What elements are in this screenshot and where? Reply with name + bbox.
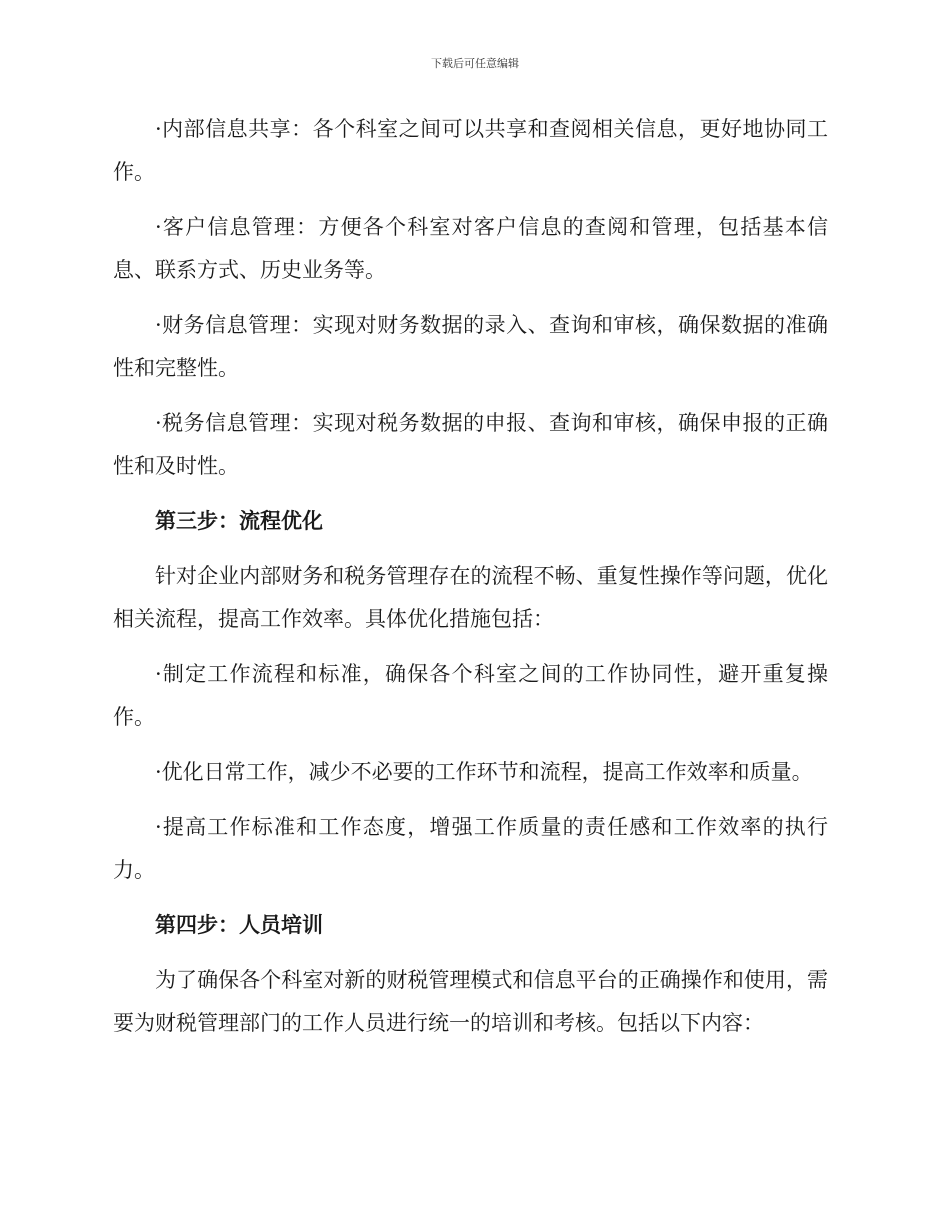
bullet-finance-info-management: ·财务信息管理：实现对财务数据的录入、查询和审核，确保数据的准确性和完整性。 [113,313,828,380]
paragraph-staff-training-intro: 为了确保各个科室对新的财税管理模式和信息平台的正确操作和使用，需要为财税管理部门的工作人员进行统一的培训和考核。包括以下内容： [113,968,828,1035]
section-heading-step-4: 第四步：人员培训 [155,913,323,937]
bullet-internal-info-sharing: ·内部信息共享：各个科室之间可以共享和查阅相关信息，更好地协同工作。 [113,117,828,184]
section-heading-step-3: 第三步：流程优化 [155,509,323,533]
bullet-workflow-standards: ·制定工作流程和标准，确保各个科室之间的工作协同性，避开重复操作。 [113,662,828,729]
paragraph-process-optimization-intro: 针对企业内部财务和税务管理存在的流程不畅、重复性操作等问题，优化相关流程，提高工作效率。具体优化措施包括： [113,564,828,631]
bullet-tax-info-management: ·税务信息管理：实现对税务数据的申报、查询和审核，确保申报的正确性和及时性。 [113,411,828,478]
document-body [113,108,828,1057]
bullet-customer-info-management: ·客户信息管理：方便各个科室对客户信息的查阅和管理，包括基本信息、联系方式、历史业务等。 [113,215,828,282]
bullet-optimize-daily-work: ·优化日常工作，减少不必要的工作环节和流程，提高工作效率和质量。 [155,760,813,784]
bullet-improve-work-standards: ·提高工作标准和工作态度，增强工作质量的责任感和工作效率的执行力。 [113,815,828,882]
page-header: 下载后可任意编辑 [431,57,519,70]
